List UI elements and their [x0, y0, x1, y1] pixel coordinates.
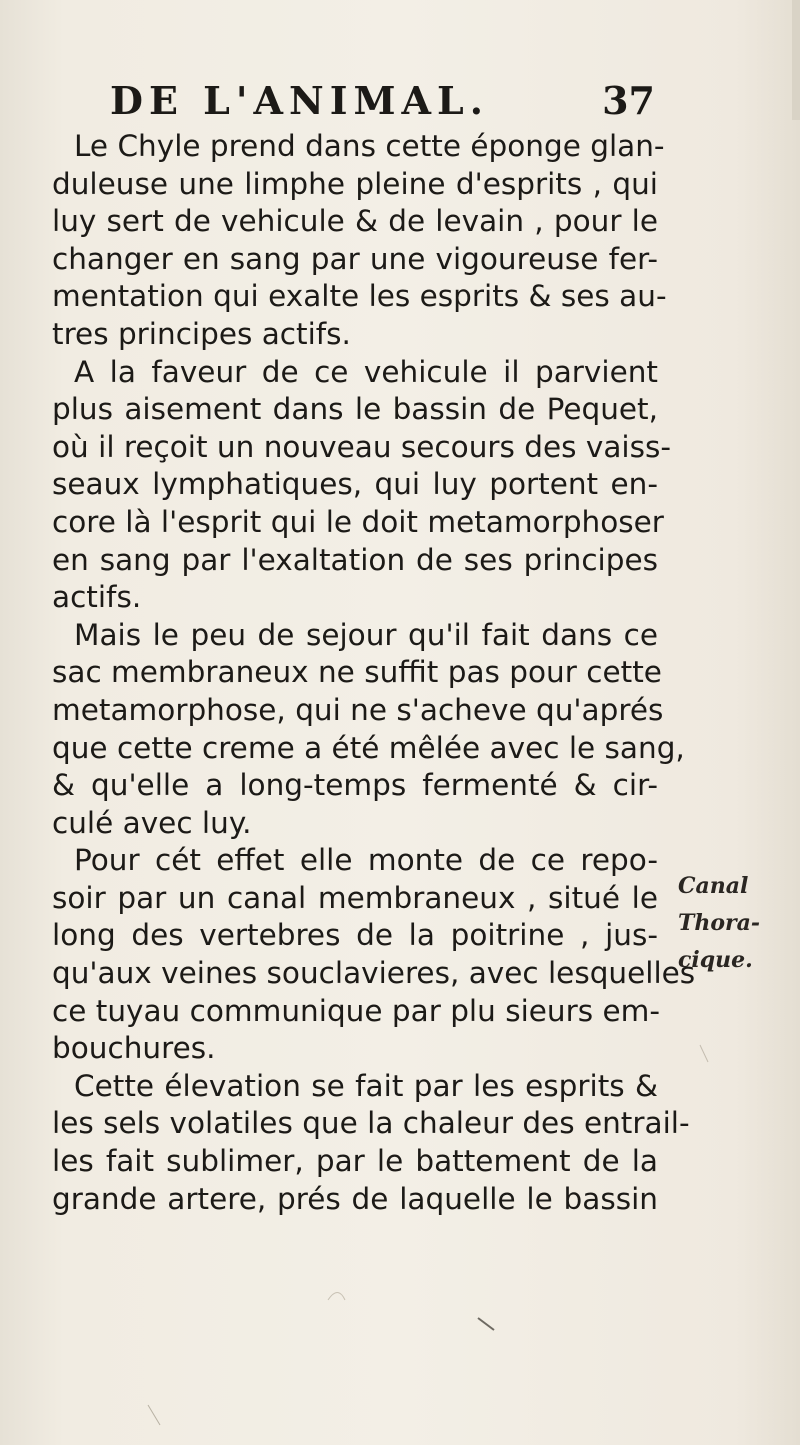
page-edge — [792, 0, 800, 120]
text-line: changer en sang par une vigoureuse fer- — [52, 241, 658, 276]
text-line: duleuse une limphe pleine d'esprits , qui — [52, 166, 658, 201]
text-line: soir par un canal membraneux , situé le — [52, 880, 658, 915]
margin-note-line: Thora- — [678, 910, 761, 936]
text-line: qu'aux veines souclavieres, avec lesquelles — [52, 956, 696, 991]
stray-mark — [328, 1293, 345, 1301]
text-line: & qu'elle a long-temps fermenté & cir- — [52, 768, 658, 803]
margin-note — [678, 868, 788, 979]
text-line: Cette élevation se fait par les esprits & — [74, 1068, 658, 1103]
text-line: les sels volatiles que la chaleur des entrail- — [52, 1106, 690, 1141]
text-line: grande artere, prés de laquelle le bassin — [52, 1181, 658, 1216]
text-line: bouchures. — [52, 1031, 216, 1066]
text-line: seaux lymphatiques, qui luy portent en- — [52, 467, 658, 502]
text-line: actifs. — [52, 580, 142, 615]
text-line: ce tuyau communique par plu sieurs em- — [52, 993, 661, 1028]
stray-mark — [478, 1318, 494, 1330]
text-line: Mais le peu de sejour qu'il fait dans ce — [74, 617, 658, 652]
text-line: que cette creme a été mêlée avec le sang, — [52, 730, 685, 765]
text-line: core là l'esprit qui le doit metamorphoser — [52, 504, 664, 539]
running-title: DE L'ANIMAL. — [110, 78, 489, 123]
text-line: luy sert de vehicule & de levain , pour le — [52, 204, 658, 239]
margin-note-line: Canal — [678, 873, 749, 899]
running-head — [110, 78, 655, 124]
text-line: les fait sublimer, par le battement de la — [52, 1144, 658, 1179]
text-line: où il reçoit un nouveau secours des vaiss- — [52, 429, 671, 464]
text-line: culé avec luy. — [52, 805, 252, 840]
text-line: en sang par l'exaltation de ses principes — [52, 542, 658, 577]
text-line: metamorphose, qui ne s'acheve qu'aprés — [52, 692, 664, 727]
text-line: Le Chyle prend dans cette éponge glan- — [74, 129, 665, 163]
text-line: mentation qui exalte les esprits & ses au- — [52, 279, 667, 314]
page-number: 37 — [602, 78, 655, 123]
stray-mark — [700, 1045, 708, 1062]
body-text — [52, 128, 696, 1218]
text-line: A la faveur de ce vehicule il parvient — [74, 354, 658, 389]
margin-note-line: cique. — [678, 947, 753, 973]
stray-mark — [148, 1405, 160, 1425]
text-line: sac membraneux ne suffit pas pour cette — [52, 655, 662, 690]
text-line: long des vertebres de la poitrine , jus- — [52, 918, 658, 953]
text-line: plus aisement dans le bassin de Pequet, — [52, 392, 658, 427]
text-line: tres principes actifs. — [52, 316, 351, 351]
text-line: Pour cét effet elle monte de ce repo- — [74, 843, 658, 878]
